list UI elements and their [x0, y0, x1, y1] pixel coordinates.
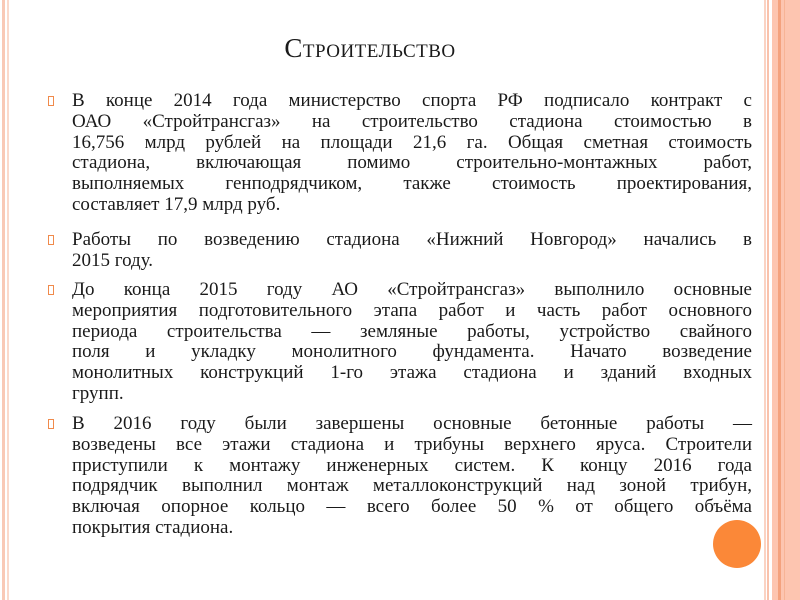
- text-line: покрытия стадиона.: [72, 516, 234, 538]
- text-line: периода строительства — земляные работы, устройство свайного: [72, 320, 752, 342]
- text-line: групп.: [72, 382, 124, 404]
- right-border-band: [772, 0, 800, 600]
- bullet-icon: [48, 419, 54, 429]
- bullet-paragraph: [48, 414, 752, 539]
- bullet-paragraph: [48, 91, 752, 216]
- text-line: включая опорное кольцо — всего более 50 % от общего объёма: [72, 496, 752, 518]
- right-border-stripe: [767, 0, 769, 600]
- right-border-stripe: [764, 0, 766, 600]
- left-border-stripe: [2, 0, 5, 600]
- text-line: 2015 году.: [72, 249, 154, 271]
- text-line: возведены все этажи стадиона и трибуны верхнего яруса. Строители: [72, 433, 752, 455]
- slide-title: Строительство: [284, 33, 456, 63]
- text-line: В конце 2014 года министерство спорта РФ подписало контракт с: [72, 90, 752, 111]
- text-line: приступили к монтажу инженерных систем. К концу 2016 года: [72, 454, 752, 476]
- decorative-orange-circle: [713, 520, 761, 568]
- text-line: выполняемых генподрядчиком, также стоимость проектирования,: [72, 173, 752, 195]
- text-line: ОАО «Стройтрансгаз» на строительство стадиона стоимостью в: [72, 110, 752, 132]
- left-border-stripe: [7, 0, 9, 600]
- text-line: Работы по возведению стадиона «Нижний Новгород» начались в: [72, 229, 752, 250]
- text-line: подрядчик выполнил монтаж металлоконструкций над зоной трибун,: [72, 475, 752, 497]
- right-border-stripe: [778, 0, 781, 600]
- bullet-icon: [48, 285, 54, 295]
- bullet-icon: [48, 96, 54, 106]
- text-line: поля и укладку монолитного фундамента. Начато возведение: [72, 341, 752, 363]
- text-line: составляет 17,9 млрд руб.: [72, 193, 281, 215]
- text-line: 16,756 млрд рублей на площади 21,6 га. Общая сметная стоимость: [72, 131, 752, 153]
- text-line: До конца 2015 году АО «Стройтрансгаз» выполнило основные: [72, 279, 752, 300]
- bullet-icon: [48, 235, 54, 245]
- bullet-paragraph: [48, 280, 752, 405]
- right-border-stripe: [784, 0, 785, 600]
- bullet-paragraph: [48, 230, 752, 272]
- text-line: В 2016 году были завершены основные бетонные работы —: [72, 413, 752, 434]
- text-line: монолитных конструкций 1-го этажа стадиона и зданий входных: [72, 362, 752, 384]
- text-line: стадиона, включающая помимо строительно-монтажных работ,: [72, 152, 752, 174]
- text-line: мероприятия подготовительного этапа работ и часть работ основного: [72, 299, 752, 321]
